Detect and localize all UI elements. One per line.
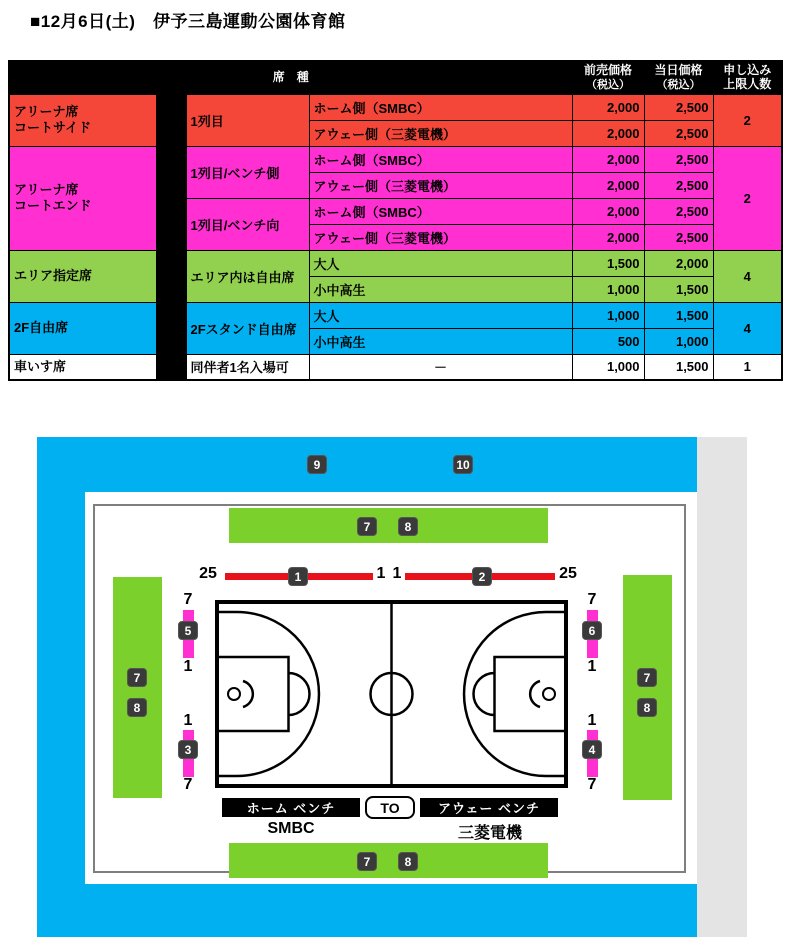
advance-price: 1,500 — [572, 250, 644, 276]
side: アウェー側（三菱電機） — [309, 172, 572, 198]
side: 大人 — [309, 302, 572, 328]
subtype: 2Fスタンド自由席 — [186, 302, 309, 354]
limit: 4 — [713, 250, 782, 302]
advance-price: 2,000 — [572, 198, 644, 224]
table-row — [9, 94, 782, 120]
day-price: 2,500 — [644, 172, 713, 198]
stand-right-gray — [697, 437, 747, 937]
row-number: 9 — [156, 302, 186, 328]
seat-count-label: 1 — [587, 658, 597, 675]
table-row — [9, 250, 782, 276]
seat-badge-7: 7 — [127, 668, 147, 687]
advance-price: 1,000 — [572, 276, 644, 302]
seat-count-label: 1 — [376, 565, 386, 582]
seat-count-label: 25 — [559, 565, 577, 582]
seat-badge-7: 7 — [637, 668, 657, 687]
side: アウェー側（三菱電機） — [309, 120, 572, 146]
area-seats-right — [623, 575, 672, 800]
advance-price: 2,000 — [572, 94, 644, 120]
seat-badge-8: 8 — [637, 698, 657, 717]
seat-badge-3: 3 — [178, 740, 198, 759]
stand-2f-left — [37, 437, 85, 937]
side: 小中高生 — [309, 328, 572, 354]
advance-price: 2,000 — [572, 146, 644, 172]
seat-count-label: 1 — [392, 565, 402, 582]
side: － — [309, 354, 572, 380]
seat-badge-7: 7 — [357, 517, 377, 536]
day-price: 2,500 — [644, 198, 713, 224]
day-price: 2,500 — [644, 146, 713, 172]
subtype: 1列目 — [186, 94, 309, 146]
away-team-name: 三菱電機 — [457, 825, 522, 842]
table-officials-label: TO — [365, 796, 415, 819]
area-seats-bottom — [229, 843, 548, 878]
advance-price: 2,000 — [572, 120, 644, 146]
seat-count-label: 1 — [587, 712, 597, 729]
row-number: 6 — [156, 224, 186, 250]
area-seats-top — [229, 508, 548, 543]
seat-count-label: 1 — [183, 712, 193, 729]
day-price: 2,500 — [644, 120, 713, 146]
seat-badge-9: 9 — [307, 455, 327, 474]
seat-badge-1: 1 — [288, 567, 308, 586]
seat-count-label: 7 — [587, 776, 597, 793]
row-number: 2 — [156, 120, 186, 146]
header-limit: 申し込み 上限人数 — [713, 61, 782, 94]
row-number: 3 — [156, 146, 186, 172]
row-number: 1 — [156, 94, 186, 120]
home-team-name: SMBC — [267, 820, 315, 837]
side: ホーム側（SMBC） — [309, 146, 572, 172]
category-arena-court-side: アリーナ席 コートサイド — [9, 94, 156, 146]
seat-count-label: 25 — [199, 565, 217, 582]
row-number: 5 — [156, 198, 186, 224]
basketball-court — [215, 600, 568, 788]
seat-badge-6: 6 — [582, 621, 602, 640]
seat-count-label: 7 — [587, 591, 597, 608]
limit: 4 — [713, 302, 782, 354]
advance-price: 1,000 — [572, 302, 644, 328]
side: アウェー側（三菱電機） — [309, 224, 572, 250]
side: 大人 — [309, 250, 572, 276]
seat-count-label: 1 — [183, 658, 193, 675]
day-price: 1,500 — [644, 354, 713, 380]
header-advance-price: 前売価格 （税込） — [572, 61, 644, 94]
header-day-price: 当日価格 （税込） — [644, 61, 713, 94]
category-2f-free: 2F自由席 — [9, 302, 156, 354]
header-seat-type: 席 種 — [9, 61, 572, 94]
row-number: 11 — [156, 354, 186, 380]
day-price: 2,500 — [644, 224, 713, 250]
limit: 2 — [713, 146, 782, 250]
seat-badge-2: 2 — [472, 567, 492, 586]
day-price: 2,500 — [644, 94, 713, 120]
day-price: 1,500 — [644, 302, 713, 328]
seat-badge-8: 8 — [398, 517, 418, 536]
table-header-row — [9, 61, 782, 94]
subtype: 1列目/ベンチ向 — [186, 198, 309, 250]
seat-badge-7: 7 — [357, 852, 377, 871]
away-bench-label: アウェー ベンチ — [420, 798, 558, 817]
page-title: ■12月6日(土) 伊予三島運動公園体育館 — [30, 12, 346, 31]
category-arena-court-end: アリーナ席 コートエンド — [9, 146, 156, 250]
advance-price: 1,000 — [572, 354, 644, 380]
row-number: 7 — [156, 250, 186, 276]
stand-2f-top — [37, 437, 697, 492]
side: ホーム側（SMBC） — [309, 198, 572, 224]
category-wheelchair: 車いす席 — [9, 354, 156, 380]
table-row — [9, 302, 782, 328]
stand-2f-bottom — [37, 884, 697, 937]
side: ホーム側（SMBC） — [309, 94, 572, 120]
subtype: 1列目/ベンチ側 — [186, 146, 309, 198]
day-price: 1,500 — [644, 276, 713, 302]
limit: 2 — [713, 94, 782, 146]
advance-price: 2,000 — [572, 172, 644, 198]
day-price: 1,000 — [644, 328, 713, 354]
table-row — [9, 146, 782, 172]
subtype: エリア内は自由席 — [186, 250, 309, 302]
area-seats-left — [113, 577, 162, 798]
subtype: 同伴者1名入場可 — [186, 354, 309, 380]
row-number: 10 — [156, 328, 186, 354]
seat-badge-4: 4 — [582, 740, 602, 759]
row-number: 4 — [156, 172, 186, 198]
advance-price: 500 — [572, 328, 644, 354]
table-row — [9, 354, 782, 380]
seat-badge-8: 8 — [398, 852, 418, 871]
home-bench-label: ホーム ベンチ — [222, 798, 360, 817]
day-price: 2,000 — [644, 250, 713, 276]
seat-count-label: 7 — [183, 591, 193, 608]
seat-badge-8: 8 — [127, 698, 147, 717]
seat-badge-10: 10 — [453, 455, 473, 474]
row-number: 8 — [156, 276, 186, 302]
seat-badge-5: 5 — [178, 621, 198, 640]
advance-price: 2,000 — [572, 224, 644, 250]
price-table — [8, 60, 783, 381]
arena-seating-map — [37, 437, 747, 937]
side: 小中高生 — [309, 276, 572, 302]
seat-count-label: 7 — [183, 776, 193, 793]
limit: 1 — [713, 354, 782, 380]
category-area-reserved: エリア指定席 — [9, 250, 156, 302]
